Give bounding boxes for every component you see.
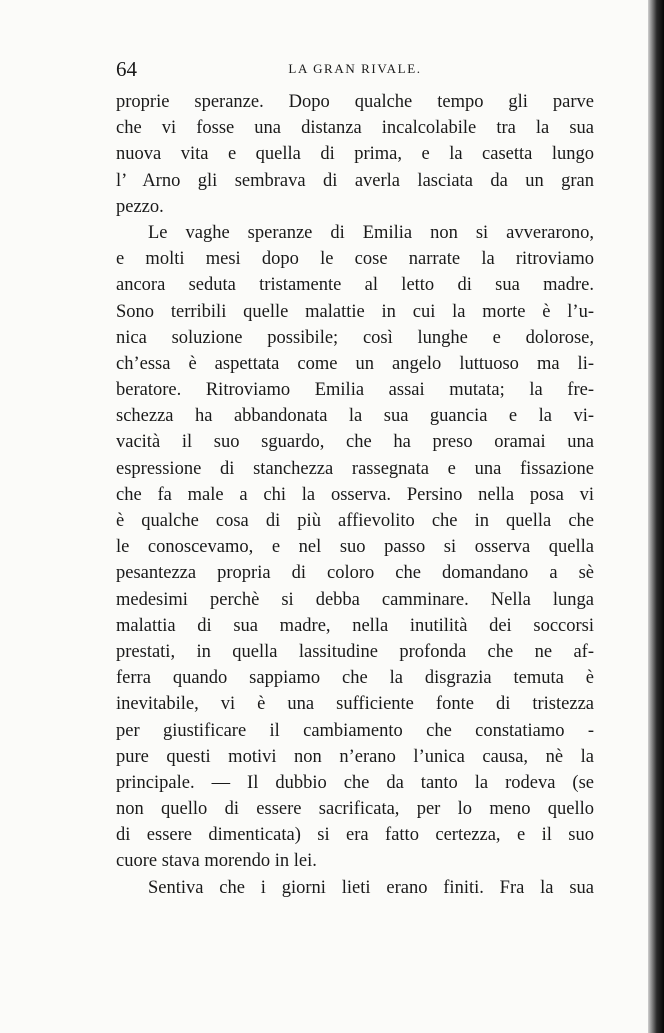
text-line: espressione di stanchezza rassegnata e una fissazione <box>116 458 594 479</box>
text-line: cuore stava morendo in lei. <box>116 851 317 872</box>
text-line: pesantezza propria di coloro che domandano a sè <box>116 563 594 584</box>
text-line: proprie speranze. Dopo qualche tempo gli parve <box>116 92 594 112</box>
text-line: le conoscevamo, e nel suo passo si osserva quella <box>116 537 594 558</box>
text-line: ancora seduta tristamente al letto di sua madre. <box>116 275 594 296</box>
text-line: che vi fosse una distanza incalcolabile tra la sua <box>116 118 594 139</box>
text-line: di essere dimenticata) si era fatto certezza, e il suo <box>116 825 594 846</box>
text-line: schezza ha abbandonata la sua guancia e la vi- <box>116 406 594 427</box>
text-line: per giustificare il cambiamento che constatiamo - <box>116 720 594 741</box>
paragraph-first-line: Le vaghe speranze di Emilia non si avverarono, <box>148 222 594 243</box>
text-line: nica soluzione possibile; così lunghe e dolorose, <box>116 327 594 348</box>
paragraph-first-line: Sentiva che i giorni lieti erano finiti. Fra la sua <box>148 877 594 898</box>
text-line: malattia di sua madre, nella inutilità dei soccorsi <box>116 615 594 636</box>
text-line: ch’essa è aspettata come un angelo luttuoso ma li- <box>116 353 594 374</box>
text-line: nuova vita e quella di prima, e la casetta lungo <box>116 144 594 165</box>
text-line: medesimi perchè si debba camminare. Nella lunga <box>116 589 594 610</box>
page-number: 64 <box>116 57 137 81</box>
text-line: che fa male a chi la osserva. Persino nella posa vi <box>116 484 594 505</box>
text-line: e molti mesi dopo le cose narrate la ritroviamo <box>116 249 594 270</box>
text-line: pure questi motivi non n’erano l’unica causa, nè la <box>116 746 594 767</box>
text-line: Sono terribili quelle malattie in cui la morte è l’u- <box>116 301 594 322</box>
body-text <box>116 89 594 901</box>
text-line: prestati, in quella lassitudine profonda che ne af- <box>116 641 594 662</box>
text-line: beratore. Ritroviamo Emilia assai mutata; la fre- <box>116 380 594 401</box>
text-line: l’ Arno gli sembrava di averla lasciata da un gran <box>116 170 594 191</box>
text-line: ferra quando sappiamo che la disgrazia temuta è <box>116 668 594 689</box>
text-line: inevitabile, vi è una sufficiente fonte di tristezza <box>116 694 594 715</box>
page-edge-shadow <box>648 0 664 1033</box>
text-line: è qualche cosa di più affievolito che in quella che <box>116 511 594 531</box>
text-line: non quello di essere sacrificata, per lo meno quello <box>116 799 594 820</box>
text-line: principale. — Il dubbio che da tanto la rodeva (se <box>116 772 594 793</box>
page-header <box>116 56 594 82</box>
text-line: vacità il suo sguardo, che ha preso oramai una <box>116 432 594 453</box>
running-title: LA GRAN RIVALE. <box>288 61 422 76</box>
text-line: pezzo. <box>116 196 164 217</box>
